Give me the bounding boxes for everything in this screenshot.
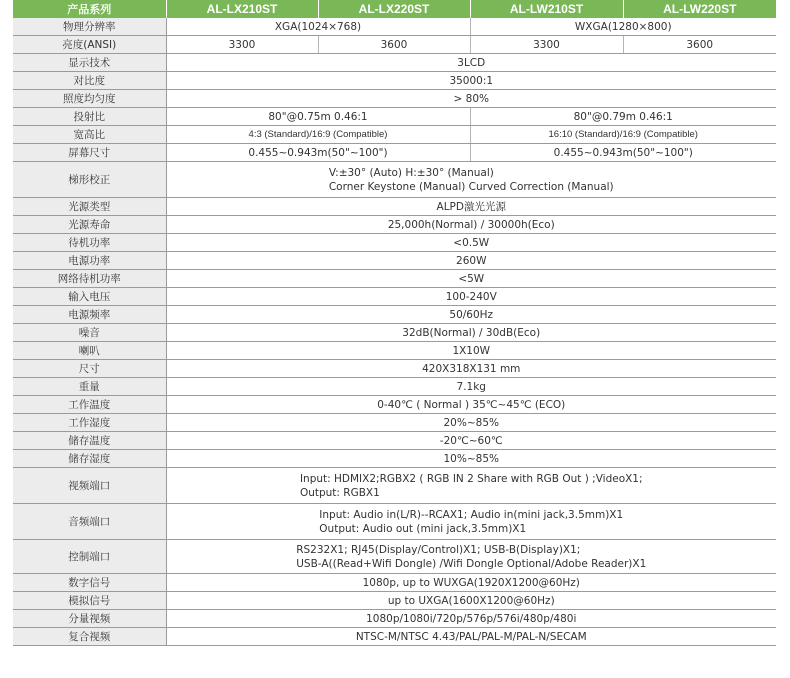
value-al-lw220st: 3600 — [623, 36, 776, 54]
row-label: 尺寸 — [13, 360, 166, 378]
row-label: 储存湿度 — [13, 450, 166, 468]
value-all: 3LCD — [166, 54, 776, 72]
row-screen-size — [13, 144, 776, 162]
row-control-ports — [13, 540, 776, 574]
row-op-temp — [13, 396, 776, 414]
row-network-standby — [13, 270, 776, 288]
value-all — [166, 162, 776, 198]
value-all: 20%~85% — [166, 414, 776, 432]
row-light-life — [13, 216, 776, 234]
row-label: 梯形校正 — [13, 162, 166, 198]
value-lx: 0.455~0.943m(50"~100") — [166, 144, 470, 162]
multiline-value — [296, 543, 646, 571]
value-all: 100-240V — [166, 288, 776, 306]
row-noise — [13, 324, 776, 342]
row-label: 工作湿度 — [13, 414, 166, 432]
value-line-2: Output: Audio out (mini jack,3.5mm)X1 — [319, 522, 527, 535]
row-label: 控制端口 — [13, 540, 166, 574]
row-aspect — [13, 126, 776, 144]
value-all: 1080p, up to WUXGA(1920X1200@60Hz) — [166, 574, 776, 592]
value-line-1: V:±30° (Auto) H:±30° (Manual) — [328, 166, 494, 179]
value-all: 0-40℃ ( Normal ) 35℃~45℃ (ECO) — [166, 396, 776, 414]
row-label: 待机功率 — [13, 234, 166, 252]
value-all: <5W — [166, 270, 776, 288]
value-lw: 0.455~0.943m(50"~100") — [470, 144, 776, 162]
value-lx: 80"@0.75m 0.46:1 — [166, 108, 470, 126]
value-all: <0.5W — [166, 234, 776, 252]
row-video-ports — [13, 468, 776, 504]
row-speaker — [13, 342, 776, 360]
row-resolution — [13, 18, 776, 36]
row-audio-ports — [13, 504, 776, 540]
row-keystone — [13, 162, 776, 198]
value-line-2: Output: RGBX1 — [299, 486, 380, 499]
row-label: 网络待机功率 — [13, 270, 166, 288]
series-header: 产品系列 — [13, 0, 166, 18]
row-storage-humidity — [13, 450, 776, 468]
row-label: 视频端口 — [13, 468, 166, 504]
multiline-value — [329, 166, 614, 194]
value-all: up to UXGA(1600X1200@60Hz) — [166, 592, 776, 610]
value-al-lx220st: 3600 — [318, 36, 470, 54]
row-component-video — [13, 610, 776, 628]
value-lx: 4:3 (Standard)/16:9 (Compatible) — [166, 126, 470, 144]
row-storage-temp — [13, 432, 776, 450]
value-all: -20℃~60℃ — [166, 432, 776, 450]
header-row — [13, 0, 776, 18]
row-throw-ratio — [13, 108, 776, 126]
row-power-freq — [13, 306, 776, 324]
row-label: 音频端口 — [13, 504, 166, 540]
row-label: 重量 — [13, 378, 166, 396]
value-all: NTSC-M/NTSC 4.43/PAL/PAL-M/PAL-N/SECAM — [166, 628, 776, 646]
model-header-al-lw220st: AL-LW220ST — [623, 0, 776, 18]
model-header-al-lx220st: AL-LX220ST — [318, 0, 470, 18]
model-header-al-lw210st: AL-LW210ST — [470, 0, 623, 18]
value-all — [166, 540, 776, 574]
value-all: 7.1kg — [166, 378, 776, 396]
row-contrast — [13, 72, 776, 90]
value-all: 420X318X131 mm — [166, 360, 776, 378]
row-light-type — [13, 198, 776, 216]
row-brightness — [13, 36, 776, 54]
value-all: 50/60Hz — [166, 306, 776, 324]
row-weight — [13, 378, 776, 396]
row-label: 光源类型 — [13, 198, 166, 216]
value-all: 25,000h(Normal) / 30000h(Eco) — [166, 216, 776, 234]
row-label: 喇叭 — [13, 342, 166, 360]
row-label: 工作温度 — [13, 396, 166, 414]
row-analog-signal — [13, 592, 776, 610]
row-composite-video — [13, 628, 776, 646]
value-lw: 16:10 (Standard)/16:9 (Compatible) — [470, 126, 776, 144]
row-standby-power — [13, 234, 776, 252]
value-line-2: Corner Keystone (Manual) Curved Correction (Manual) — [328, 180, 614, 193]
value-lw: 80"@0.79m 0.46:1 — [470, 108, 776, 126]
row-label: 噪音 — [13, 324, 166, 342]
value-all: 10%~85% — [166, 450, 776, 468]
value-all: 260W — [166, 252, 776, 270]
row-label: 输入电压 — [13, 288, 166, 306]
row-display-tech — [13, 54, 776, 72]
value-line-2: USB-A((Read+Wifi Dongle) /Wifi Dongle Optional/Adobe Reader)X1 — [296, 557, 647, 570]
value-all: 1X10W — [166, 342, 776, 360]
row-label: 对比度 — [13, 72, 166, 90]
value-al-lx210st: 3300 — [166, 36, 318, 54]
value-lw: WXGA(1280×800) — [470, 18, 776, 36]
row-label: 电源功率 — [13, 252, 166, 270]
row-label: 照度均匀度 — [13, 90, 166, 108]
row-label: 分量视频 — [13, 610, 166, 628]
spec-table — [13, 0, 776, 646]
row-uniformity — [13, 90, 776, 108]
row-label: 显示技术 — [13, 54, 166, 72]
row-label: 物理分辨率 — [13, 18, 166, 36]
multiline-value — [319, 508, 623, 536]
row-digital-signal — [13, 574, 776, 592]
row-label: 屏幕尺寸 — [13, 144, 166, 162]
value-line-1: Input: Audio in(L/R)--RCAX1; Audio in(mini jack,3.5mm)X1 — [319, 508, 624, 521]
row-label: 亮度(ANSI) — [13, 36, 166, 54]
multiline-value — [300, 472, 643, 500]
value-all: 1080p/1080i/720p/576p/576i/480p/480i — [166, 610, 776, 628]
value-all — [166, 504, 776, 540]
value-all: 32dB(Normal) / 30dB(Eco) — [166, 324, 776, 342]
row-label: 模拟信号 — [13, 592, 166, 610]
row-label: 储存温度 — [13, 432, 166, 450]
value-all: 35000:1 — [166, 72, 776, 90]
value-all: ALPD激光光源 — [166, 198, 776, 216]
row-input-voltage — [13, 288, 776, 306]
row-label: 投射比 — [13, 108, 166, 126]
value-line-1: RS232X1; RJ45(Display/Control)X1; USB-B(Display)X1; — [296, 543, 581, 556]
row-dimensions — [13, 360, 776, 378]
value-lx: XGA(1024×768) — [166, 18, 470, 36]
row-label: 宽高比 — [13, 126, 166, 144]
value-all: > 80% — [166, 90, 776, 108]
row-label: 电源频率 — [13, 306, 166, 324]
value-all — [166, 468, 776, 504]
row-label: 数字信号 — [13, 574, 166, 592]
value-al-lw210st: 3300 — [470, 36, 623, 54]
row-op-humidity — [13, 414, 776, 432]
value-line-1: Input: HDMIX2;RGBX2 ( RGB IN 2 Share with RGB Out ) ;VideoX1; — [299, 472, 643, 485]
row-label: 复合视频 — [13, 628, 166, 646]
row-power — [13, 252, 776, 270]
row-label: 光源寿命 — [13, 216, 166, 234]
model-header-al-lx210st: AL-LX210ST — [166, 0, 318, 18]
